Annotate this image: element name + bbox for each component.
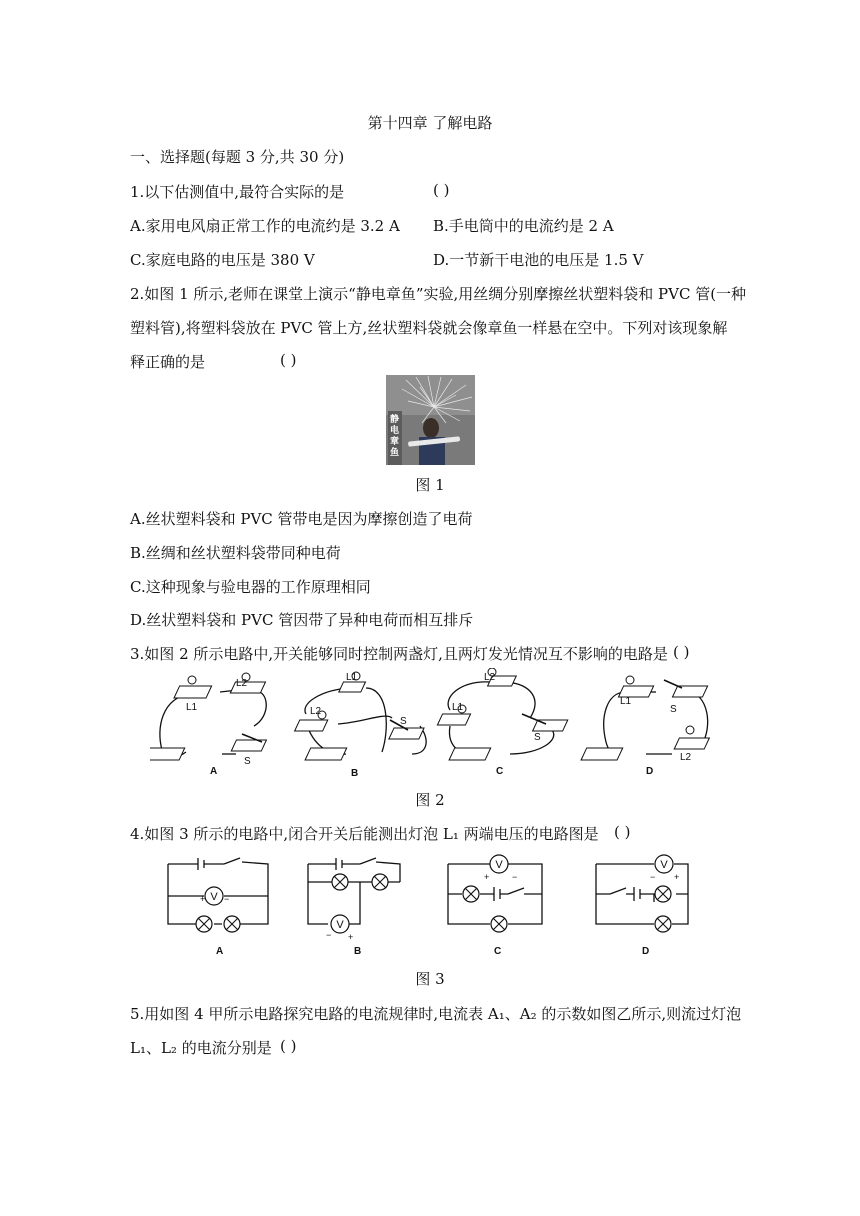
figure-1-caption: 图 1	[415, 476, 445, 494]
fig2-label-b: B	[351, 768, 359, 779]
fig3-label-b: B	[354, 946, 362, 957]
fig2-c-l1-label: L1	[452, 702, 464, 713]
fig2-c-l2-label: L2	[484, 672, 496, 683]
figure-1-photo	[386, 375, 475, 465]
fig2-a-s-label: S	[244, 756, 251, 767]
q1-option-a: A.家用电风扇正常工作的电流约是 3.2 A	[130, 217, 400, 235]
section-heading: 一、选择题(每题 3 分,共 30 分)	[130, 148, 345, 166]
q4-answer-blank: ( )	[614, 823, 631, 841]
fig3-d-plus: +	[674, 872, 680, 882]
fig3-c-plus: +	[484, 872, 490, 882]
page-title: 第十四章 了解电路	[367, 114, 493, 132]
fig2-c-s-label: S	[534, 732, 541, 743]
fig3-d-minus: −	[650, 872, 656, 882]
fig2-a-l2-label: L2	[236, 678, 248, 689]
fig2-a-l1-label: L1	[186, 702, 198, 713]
q2-stem-line2: 塑料管),将塑料袋放在 PVC 管上方,丝状塑料袋就会像章鱼一样悬在空中。下列对该现象解	[130, 319, 728, 337]
fig2-label-d: D	[646, 766, 654, 777]
fig3-c-voltmeter: V	[495, 859, 503, 871]
fig2-label-c: C	[496, 766, 504, 777]
q2-answer-blank: ( )	[280, 351, 297, 369]
fig3-label-c: C	[494, 946, 502, 957]
photo-caption-text: 静电章鱼	[390, 415, 400, 458]
fig3-a-plus: +	[200, 894, 206, 904]
fig3-b-voltmeter: V	[336, 919, 344, 931]
fig3-b-minus: −	[326, 930, 332, 940]
q1-option-d: D.一节新干电池的电压是 1.5 V	[433, 251, 644, 269]
q2-stem-line3: 释正确的是	[130, 353, 206, 371]
q2-stem-line1: 2.如图 1 所示,老师在课堂上演示“静电章鱼”实验,用丝绸分别摩擦丝状塑料袋和 PVC 管(一种	[130, 285, 747, 303]
figure-2-circuits	[150, 668, 720, 780]
q1-stem: 1.以下估测值中,最符合实际的是	[130, 183, 345, 201]
q2-option-b: B.丝绸和丝状塑料袋带同种电荷	[130, 544, 341, 562]
fig3-a-minus: −	[224, 894, 230, 904]
fig2-b-l2-label: L2	[310, 706, 322, 717]
q2-option-a: A.丝状塑料袋和 PVC 管带电是因为摩擦创造了电荷	[130, 510, 473, 528]
fig3-label-a: A	[216, 946, 224, 957]
fig2-label-a: A	[210, 766, 218, 777]
q5-stem-line1: 5.用如图 4 甲所示电路探究电路的电流规律时,电流表 A₁、A₂ 的示数如图乙所示,则流过灯泡	[130, 1005, 742, 1023]
q5-answer-blank: ( )	[280, 1037, 297, 1055]
q1-answer-blank: ( )	[433, 181, 450, 199]
fig3-a-voltmeter: V	[210, 891, 218, 903]
q2-option-d: D.丝状塑料袋和 PVC 管因带了异种电荷而相互排斥	[130, 611, 474, 629]
q1-option-b: B.手电筒中的电流约是 2 A	[433, 217, 614, 235]
q3-answer-blank: ( )	[673, 643, 690, 661]
figure-3-caption: 图 3	[415, 970, 445, 988]
fig2-d-l2-label: L2	[680, 752, 692, 763]
q5-stem-line2: L₁、L₂ 的电流分别是	[130, 1039, 272, 1057]
q2-option-c: C.这种现象与验电器的工作原理相同	[130, 578, 371, 596]
figure-2-caption: 图 2	[415, 791, 445, 809]
figure-3-circuit-diagrams	[150, 850, 710, 960]
fig3-c-minus: −	[512, 872, 518, 882]
fig2-b-s-label: S	[400, 716, 407, 727]
q1-option-c: C.家庭电路的电压是 380 V	[130, 251, 315, 269]
q3-stem: 3.如图 2 所示电路中,开关能够同时控制两盏灯,且两灯发光情况互不影响的电路是	[130, 645, 668, 663]
fig3-d-voltmeter: V	[660, 859, 668, 871]
q4-stem: 4.如图 3 所示的电路中,闭合开关后能测出灯泡 L₁ 两端电压的电路图是	[130, 825, 599, 843]
fig3-label-d: D	[642, 946, 650, 957]
fig2-b-l1-label: L1	[346, 672, 358, 683]
fig3-b-plus: +	[348, 932, 354, 942]
fig2-d-s-label: S	[670, 704, 677, 715]
fig2-d-l1-label: L1	[620, 696, 632, 707]
